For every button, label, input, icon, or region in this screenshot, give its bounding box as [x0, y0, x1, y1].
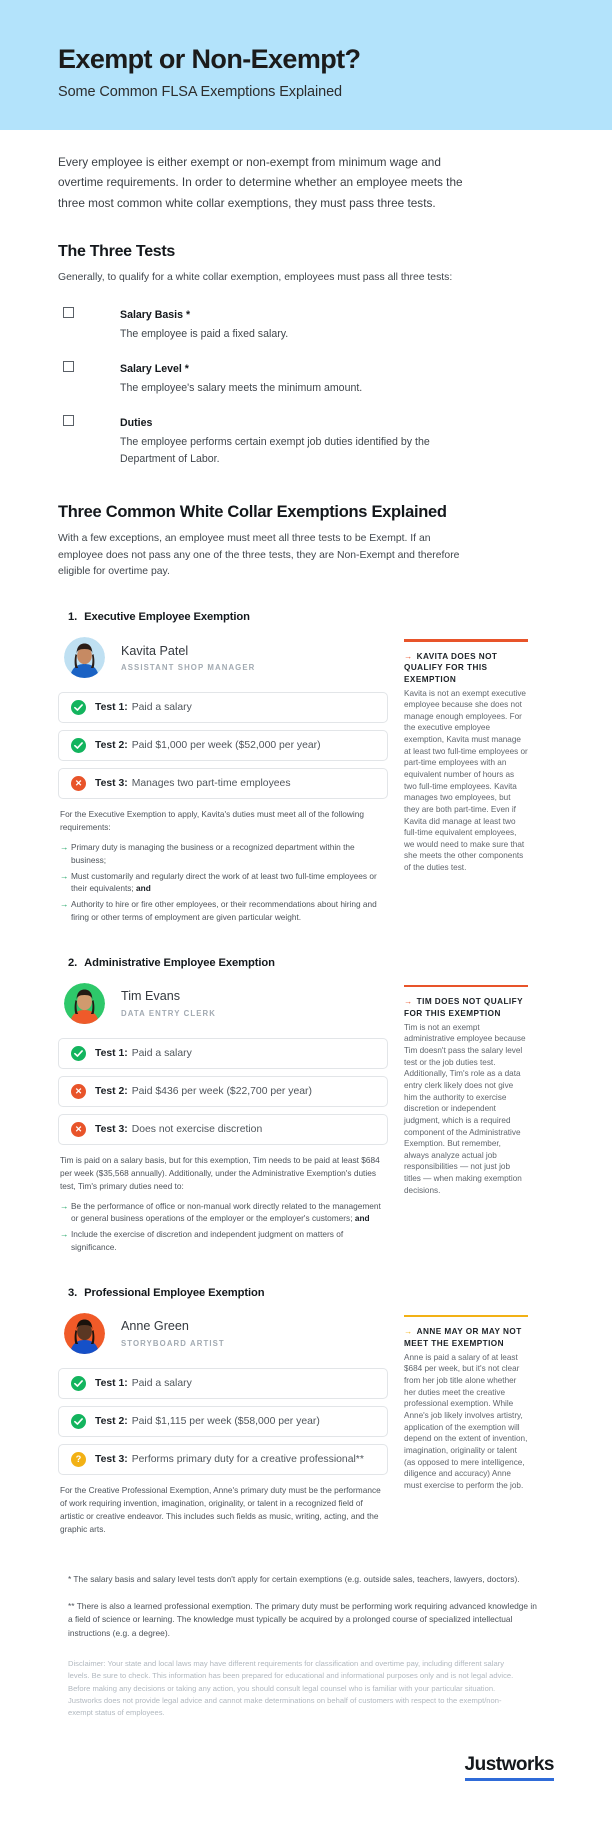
- callout-rule: [404, 1315, 528, 1318]
- callout-title-text: ANNE MAY OR MAY NOT MEET THE EXEMPTION: [404, 1327, 522, 1349]
- employee-name: Anne Green: [121, 1319, 189, 1334]
- arrow-right-icon: →: [404, 651, 413, 661]
- requirement-text: Primary duty is managing the business or a recognized department within the business;: [71, 841, 355, 865]
- section-number: 2.: [68, 956, 78, 969]
- test-label: Test 3:: [95, 1123, 128, 1135]
- exemption-section: [58, 957, 554, 1257]
- requirement-text-bold: and: [354, 1213, 370, 1224]
- checklist-item-title: Salary Level *: [120, 362, 189, 375]
- check-icon: [71, 700, 86, 715]
- callout-body: Tim is not an exempt administrative employee because Tim doesn't pass the salary level test or the job duties test. Additionally, Tim's role as a data entry clerk likely does not give him the authority to exercise discretion or independent judgment, which is a required component of the Administrative Exemption. But remember, always analyze actual job responsibilities — not just job titles — when making exemption decisions.: [404, 1022, 526, 1195]
- requirement-text: Authority to hire or fire other employees, or their recommendations about hiring and firing or other terms of employment are given particular weight.: [71, 899, 377, 923]
- callout-box: [404, 637, 528, 874]
- employee-profile: [58, 637, 388, 678]
- exemption-section: [58, 1287, 554, 1535]
- section-note: For the Creative Professional Exemption, Anne's primary duty must be the performance of work requiring invention, imagination, originality, or talent in a recognized field of artistic or creative endeavor. This includes such fields as music, writing, acting, and the graphic arts.: [60, 1484, 381, 1534]
- employee-name: Kavita Patel: [121, 643, 189, 658]
- test-value: Paid $436 per week ($22,700 per year): [131, 1085, 312, 1097]
- callout-body: Kavita is not an exempt executive employee because she does not manage enough employees. For the executive employee exemption, Kavita must manage at least two full-time employees or part-time employees with an equivalent number of hours as two full-time employees. Kavita manages two employees, but they are both part-time. Even if Kavita did manage at least two full-time equivalent employees, we would need to make sure that she meets the other components of the duties test.: [404, 688, 528, 873]
- check-icon: [71, 1376, 86, 1391]
- requirement-text: Be the performance of office or non-manual work directly related to the management or general business operations of the employer or the employer's customers;: [71, 1200, 381, 1224]
- employee-role: DATA ENTRY CLERK: [121, 1008, 216, 1018]
- checklist-item-desc: The employee's salary meets the minimum amount.: [120, 381, 363, 394]
- justworks-logo: Justworks: [465, 1754, 554, 1781]
- avatar: [64, 983, 105, 1024]
- callout-box: [404, 983, 528, 1196]
- test-value: Paid $1,115 per week ($58,000 per year): [131, 1415, 320, 1427]
- test-label: Test 3:: [95, 778, 128, 790]
- checklist-item: [63, 305, 554, 342]
- section-heading: [58, 1287, 554, 1299]
- test-card: [58, 1444, 388, 1475]
- callout-box: [404, 1313, 528, 1491]
- disclaimer-text: Disclaimer: Your state and local laws may have different requirements for classification and overtime pay, including different salary levels. Be sure to check. This information has been prepared for educational and informational purposes only and is not legal advice. Before making any decisions or taking any action, you should consult legal counsel who is familiar with your particular situation. Justworks does not provide legal advice and cannot make determinations on behalf of customers with respect to the exempt/non-exempt status of employees.: [68, 1659, 514, 1718]
- three-tests-heading: The Three Tests: [58, 242, 176, 260]
- test-card: [58, 692, 388, 723]
- employee-profile: [58, 983, 388, 1024]
- section-main: [58, 1313, 388, 1535]
- exemptions-lede: With a few exceptions, an employee must meet all three tests to be Exempt. If an employee does not pass any one of the three tests, they are Non-Exempt and therefore eligible for overtime pay.: [58, 533, 460, 578]
- page-subtitle: Some Common FLSA Exemptions Explained: [58, 84, 343, 101]
- test-label: Test 2:: [95, 1415, 128, 1427]
- arrow-right-icon: →: [60, 870, 69, 881]
- brand-footer: [0, 1754, 612, 1807]
- page-content: [0, 130, 612, 1720]
- requirement-list: [58, 1200, 388, 1254]
- arrow-right-icon: →: [404, 1327, 413, 1337]
- checklist-item: [63, 413, 554, 467]
- test-card: [58, 730, 388, 761]
- section-aside: [404, 983, 528, 1257]
- x-icon: ✕: [71, 776, 86, 791]
- test-value: Paid a salary: [131, 1377, 192, 1389]
- section-note: Tim is paid on a salary basis, but for this exemption, Tim needs to be paid at least $684 per week ($35,568 annually). Additionally, under the Administrative Exemption's duties test, Tim's primary duties need to:: [60, 1154, 380, 1191]
- arrow-right-icon: →: [404, 997, 413, 1007]
- callout-title: [404, 1326, 528, 1349]
- x-icon: ✕: [71, 1122, 86, 1137]
- checklist-item-desc: The employee is paid a fixed salary.: [120, 327, 289, 340]
- requirement-text: Include the exercise of discretion and independent judgment on matters of significance.: [71, 1229, 344, 1253]
- test-card: [58, 1114, 388, 1145]
- requirement-item: [60, 1200, 388, 1226]
- x-icon: ✕: [71, 1084, 86, 1099]
- checkbox-1[interactable]: [63, 307, 74, 318]
- requirement-text: Must customarily and regularly direct the work of at least two full-time employees or their equivalents;: [71, 870, 377, 894]
- test-card: [58, 768, 388, 799]
- checklist-item-title: Salary Basis *: [120, 308, 191, 321]
- callout-title: [404, 996, 528, 1019]
- footnotes: [58, 1573, 554, 1640]
- check-icon: [71, 1414, 86, 1429]
- test-value: Paid a salary: [131, 702, 192, 714]
- requirement-item: [60, 841, 388, 867]
- test-label: Test 1:: [95, 1377, 128, 1389]
- exemption-section: [58, 611, 554, 927]
- employee-name: Tim Evans: [121, 989, 181, 1004]
- requirement-item: [60, 870, 388, 896]
- employee-role: STORYBOARD ARTIST: [121, 1338, 225, 1348]
- section-aside: [404, 1313, 528, 1535]
- checklist-item: [63, 359, 554, 396]
- avatar: [64, 1313, 105, 1354]
- section-number: 3.: [68, 1286, 78, 1299]
- test-card: [58, 1406, 388, 1437]
- arrow-right-icon: →: [60, 1200, 69, 1211]
- exemptions-heading: Three Common White Collar Exemptions Explained: [58, 503, 447, 522]
- section-number: 1.: [68, 611, 78, 624]
- employee-profile: [58, 1313, 388, 1354]
- test-card: [58, 1038, 388, 1069]
- test-card: [58, 1076, 388, 1107]
- three-tests-lede: Generally, to qualify for a white collar exemption, employees must pass all three tests:: [58, 271, 453, 283]
- section-title: Professional Employee Exemption: [84, 1286, 265, 1299]
- test-value: Paid a salary: [131, 1047, 192, 1059]
- test-value: Performs primary duty for a creative professional**: [131, 1453, 364, 1465]
- section-title: Administrative Employee Exemption: [84, 956, 275, 969]
- arrow-right-icon: →: [60, 1229, 69, 1240]
- section-title: Executive Employee Exemption: [84, 611, 250, 624]
- employee-role: ASSISTANT SHOP MANAGER: [121, 662, 256, 672]
- callout-title-text: TIM DOES NOT QUALIFY FOR THIS EXEMPTION: [404, 997, 523, 1019]
- footnote: * The salary basis and salary level tests don't apply for certain exemptions (e.g. outside sales, teachers, lawyers, doctors).: [68, 1574, 520, 1585]
- three-tests-checklist: [58, 305, 554, 468]
- requirement-text-bold: and: [136, 883, 151, 894]
- section-main: [58, 637, 388, 927]
- hero-banner: [0, 0, 612, 130]
- requirement-item: [60, 898, 388, 924]
- check-icon: [71, 1046, 86, 1061]
- section-aside: [404, 637, 528, 927]
- requirement-list: [58, 841, 388, 924]
- test-label: Test 2:: [95, 740, 128, 752]
- callout-title: [404, 651, 528, 686]
- checklist-item-title: Duties: [120, 417, 153, 430]
- check-icon: [71, 738, 86, 753]
- test-label: Test 3:: [95, 1453, 128, 1465]
- section-heading: [58, 957, 554, 969]
- test-label: Test 1:: [95, 1047, 128, 1059]
- footnote: ** There is also a learned professional exemption. The primary duty must be performing work requiring advanced knowledge in a field of science or learning. The knowledge must typically be acquired by a prolonged course of specialized intellectual instructions (e.g. a degree).: [68, 1600, 537, 1638]
- arrow-right-icon: →: [60, 899, 69, 910]
- section-main: [58, 983, 388, 1257]
- callout-title-text: KAVITA DOES NOT QUALIFY FOR THIS EXEMPTION: [404, 651, 498, 684]
- page-title: Exempt or Non-Exempt?: [58, 44, 361, 74]
- arrow-right-icon: →: [60, 841, 69, 852]
- test-value: Manages two part-time employees: [131, 778, 291, 790]
- checklist-item-desc: The employee performs certain exempt job duties identified by the Department of Labor.: [120, 436, 430, 465]
- intro-paragraph: Every employee is either exempt or non-exempt from minimum wage and overtime requirements. In order to determine whether an employee meets the three most common white collar exemptions, they must pass three tests.: [58, 155, 463, 210]
- test-value: Paid $1,000 per week ($52,000 per year): [131, 740, 321, 752]
- avatar: [64, 637, 105, 678]
- section-note: For the Executive Exemption to apply, Kavita's duties must meet all of the following requirements:: [60, 809, 364, 832]
- question-icon: ?: [71, 1452, 86, 1467]
- test-label: Test 2:: [95, 1085, 128, 1097]
- test-value: Does not exercise discretion: [131, 1123, 263, 1135]
- section-heading: [58, 611, 554, 623]
- test-card: [58, 1368, 388, 1399]
- checkbox-3[interactable]: [63, 415, 74, 426]
- test-label: Test 1:: [95, 702, 128, 714]
- callout-rule: [404, 985, 528, 988]
- requirement-item: [60, 1228, 388, 1254]
- callout-rule: [404, 639, 528, 642]
- checkbox-2[interactable]: [63, 361, 74, 372]
- exemption-sections: [58, 611, 554, 1535]
- callout-body: Anne is paid a salary of at least $684 per week, but it's not clear from her job title alone whether her duties meet the creative professional exemption. While Anne's job likely involves artistry, application of the exemption will depend on the extent of invention, imagination, originality or talent (as opposed to mere intelligence, diligence and accuracy) Anne must exercise to perform the job.: [404, 1352, 528, 1490]
